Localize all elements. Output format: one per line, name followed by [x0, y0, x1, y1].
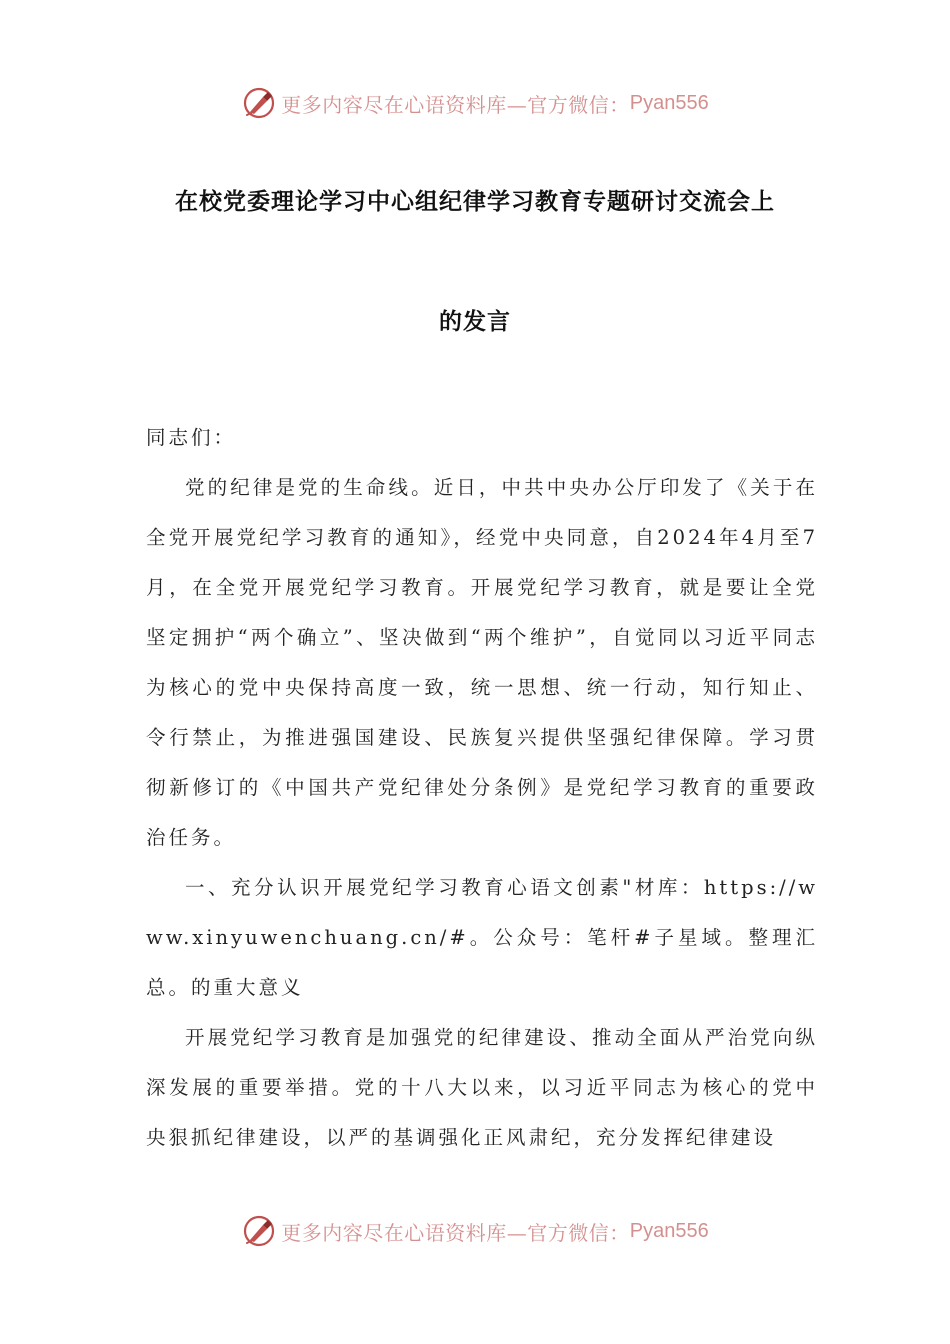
- banner-wechat-id: Pyan556: [629, 1219, 709, 1242]
- paragraph: 开展党纪学习教育是加强党的纪律建设、推动全面从严治党向纵深发展的重要举措。党的十八大以来，以习近平同志为核心的党中央狠抓纪律建设，以严的基调强化正风肃纪，充分发挥纪律建设: [146, 1026, 818, 1149]
- banner-text: 更多内容尽在心语资料库—官方微信：: [281, 92, 630, 117]
- banner-text: 更多内容尽在心语资料库—官方微信：: [281, 1220, 630, 1245]
- header-banner: [0, 81, 950, 125]
- salutation: 同志们：: [146, 426, 237, 449]
- page-title-line-1: 在校党委理论学习中心组纪律学习教育专题研讨交流会上: [175, 189, 775, 215]
- pen-nib-logo-icon: [241, 1213, 277, 1249]
- pen-nib-logo-icon: [241, 85, 277, 121]
- footer-banner: [0, 1209, 950, 1253]
- banner-wechat-id: Pyan556: [629, 91, 709, 114]
- section-heading: 一、充分认识开展党纪学习教育心语文创素"材库：https://www.xinyuwenchuang.cn/#。公众号：笔杆#子星域。整理汇总。的重大意义: [146, 876, 818, 999]
- page-title-line-2: 的发言: [439, 309, 511, 335]
- document-body: [146, 413, 818, 1163]
- paragraph: 党的纪律是党的生命线。近日，中共中央办公厅印发了《关于在全党开展党纪学习教育的通知》，经党中央同意，自2024年4月至7月，在全党开展党纪学习教育。开展党纪学习教育，就是要让全党坚定拥护“两个确立”、坚决做到“两个维护”，自觉同以习近平同志为核心的党中央保持高度一致，统一思想、统一行动，知行知止、令行禁止，为推进强国建设、民族复兴提供坚强纪律保障。学习贯彻新修订的《中国共产党纪律处分条例》是党纪学习教育的重要政治任务。: [146, 476, 818, 849]
